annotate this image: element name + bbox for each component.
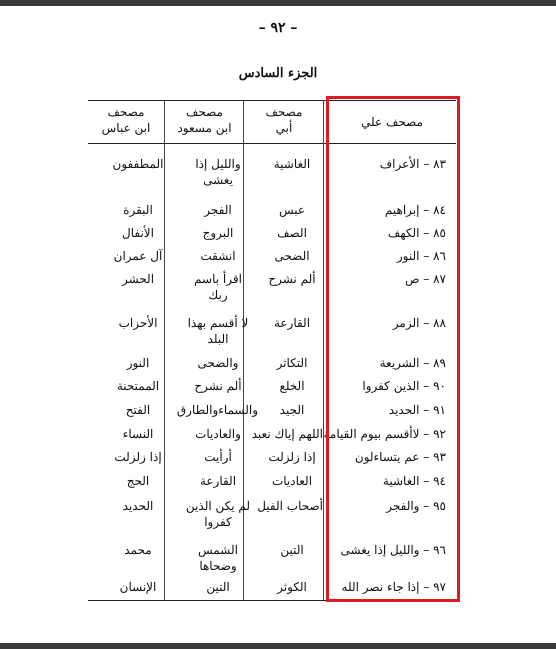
header-ubay-line1: مصحف [265,105,303,119]
header-ibn-abbas-line1: مصحف [107,105,145,119]
header-ali-label: مصحف علي [361,115,423,129]
cell-masud-93: أرأيت [204,450,232,464]
cell-ali-88: ٨٨ – الزمر [392,316,446,330]
cell-abbas-85: الأنفال [122,226,154,240]
cell-ubay-91: الجيد [279,403,305,417]
header-ibn-abbas [88,104,164,136]
column-divider [164,100,165,600]
header-ibn-abbas-line2: ابن عباس [101,121,151,135]
cell-ali-95: ٩٥ – والفجر [386,499,446,513]
cell-ali-96: ٩٦ – والليل إذا يغشى [340,543,446,557]
cell-masud-91: والسماءوالطارق [176,403,258,417]
cell-ali-87: ٨٧ – ص [404,272,446,286]
cell-ubay-86: الضحى [274,249,310,263]
cell-masud-88: لا أقسم بهذا [187,316,249,330]
cell-ubay-89: التكاثر [276,356,308,370]
header-ubay-line2: أبي [275,121,293,135]
cell-ali-93: ٩٣ – عم يتساءلون [354,450,446,464]
cell-masud-87: اقرأ باسم [194,272,242,286]
cell-masud-92: والعاديات [195,427,241,441]
cell-masud-95-cont: كفروا [204,515,232,529]
cell-ubay-88: القارعة [273,316,311,330]
cell-ubay-84: عبس [278,203,306,217]
column-divider [323,100,324,600]
cell-ali-83: ٨٣ – الأعراف [379,157,446,171]
page-number: – ٩٢ – [258,20,298,36]
cell-ali-86: ٨٦ – النور [396,249,446,263]
cell-abbas-89: النور [126,356,150,370]
cell-abbas-83: المطففون [112,157,164,171]
cell-ubay-92: اللهم إياك نعبد [251,427,323,441]
cell-ali-94: ٩٤ – الغاشية [382,474,446,488]
cell-masud-87-cont: ربك [208,288,228,302]
cell-ubay-96: التين [280,543,304,557]
header-ibn-masud [166,104,243,136]
cell-masud-88-cont: البلد [207,332,229,346]
cell-masud-83: والليل إذا [195,157,241,171]
cell-abbas-94: الحج [126,474,150,488]
cell-masud-90: ألم نشرح [194,379,242,393]
header-ibn-masud-line2: ابن مسعود [177,121,232,135]
part-title: الجزء السادس [238,66,318,81]
cell-abbas-96: محمد [124,543,152,557]
cell-abbas-86: آل عمران [113,249,163,263]
cell-masud-94: القارعة [199,474,237,488]
cell-abbas-95: الحديد [122,499,154,513]
cell-ali-97: ٩٧ – إذا جاء نصر الله [341,580,446,594]
cell-abbas-92: النساء [122,427,154,441]
cell-masud-86: انشقت [200,249,236,263]
top-border [0,0,556,6]
cell-abbas-90: الممتحنة [116,379,160,393]
bottom-border [0,643,556,649]
cell-abbas-88: الأحزاب [118,316,158,330]
header-ubay [245,104,323,136]
header-ibn-masud-line1: مصحف [185,105,223,119]
cell-ali-91: ٩١ – الحديد [388,403,446,417]
cell-ubay-83: الغاشية [273,157,311,171]
cell-ubay-97: الكوثر [277,580,307,594]
cell-ubay-94: العاديات [271,474,313,488]
cell-masud-96: الشمس [198,543,238,557]
cell-ubay-85: الصف [277,226,307,240]
cell-ali-92: ٩٢ – لاأقسم بيوم القيامة [323,427,446,441]
cell-masud-96-cont: وضحاها [199,559,237,573]
cell-ubay-87: ألم نشرح [268,272,316,286]
cell-abbas-93: إذا زلزلت [114,450,162,464]
cell-abbas-97: الإنسان [119,580,157,594]
cell-ali-85: ٨٥ – الكهف [387,226,446,240]
cell-ali-84: ٨٤ – إبراهيم [384,203,446,217]
cell-masud-83-cont: يغشى [203,173,233,187]
cell-abbas-91: الفتح [125,403,151,417]
cell-masud-84: الفجر [204,203,232,217]
cell-masud-95: لم يكن الذين [185,499,251,513]
cell-masud-97: التين [206,580,230,594]
highlight-box [323,96,460,602]
cell-ubay-95: أصحاب الفيل [257,499,323,513]
cell-ali-90: ٩٠ – الذين كفروا [362,379,446,393]
cell-abbas-84: البقرة [123,203,153,217]
cell-masud-89: والضحى [197,356,239,370]
cell-ubay-90: الخلع [279,379,305,393]
cell-masud-85: البروج [202,226,234,240]
cell-abbas-87: الحشر [121,272,155,286]
cell-ali-89: ٨٩ – الشريعة [379,356,446,370]
cell-ubay-93: إذا زلزلت [268,450,316,464]
